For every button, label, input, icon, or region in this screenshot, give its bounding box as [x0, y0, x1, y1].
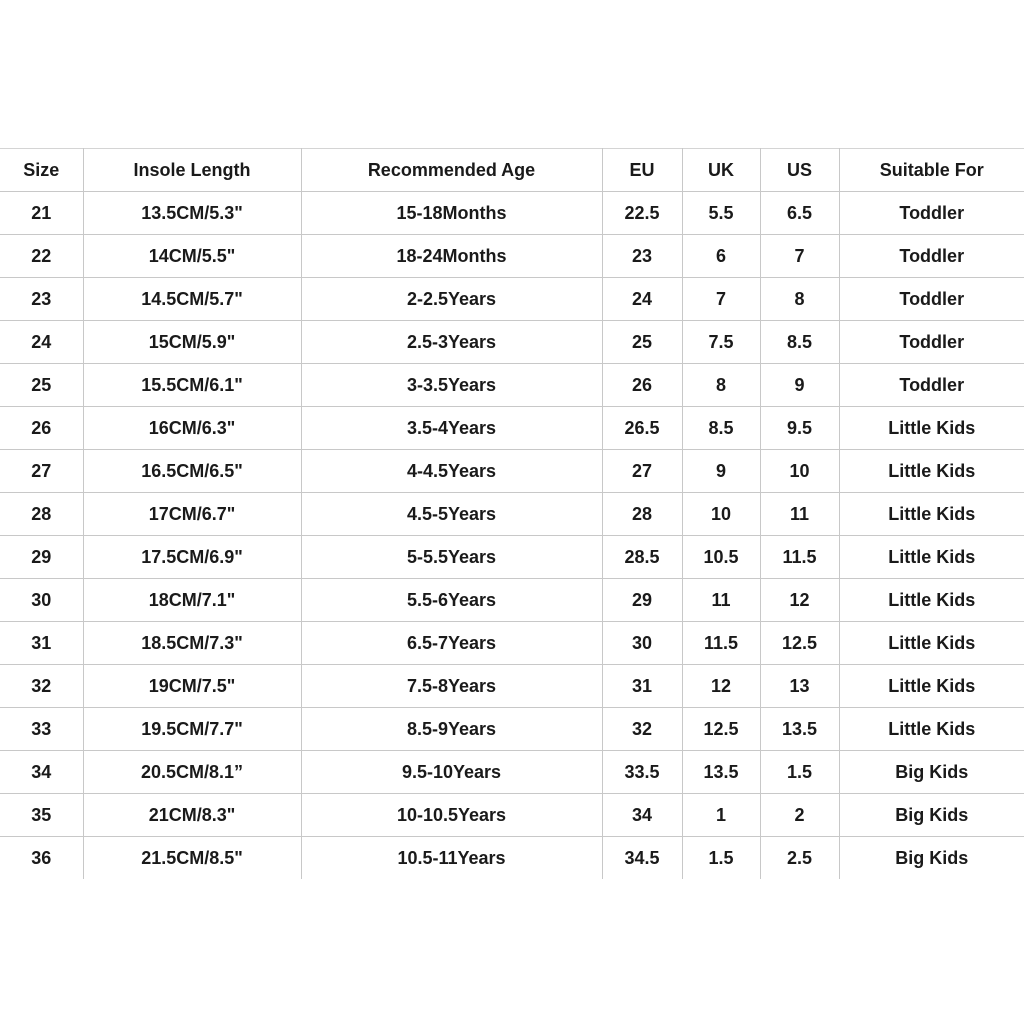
cell-insole-length: 18.5CM/7.3" — [83, 622, 301, 665]
cell-us: 9.5 — [760, 407, 839, 450]
cell-uk: 7 — [682, 278, 760, 321]
cell-us: 9 — [760, 364, 839, 407]
cell-suitable-for: Big Kids — [839, 794, 1024, 837]
cell-size: 25 — [0, 364, 83, 407]
table-row — [0, 450, 1024, 493]
cell-size: 32 — [0, 665, 83, 708]
cell-uk: 10.5 — [682, 536, 760, 579]
cell-us: 7 — [760, 235, 839, 278]
cell-suitable-for: Toddler — [839, 364, 1024, 407]
cell-suitable-for: Little Kids — [839, 579, 1024, 622]
cell-suitable-for: Little Kids — [839, 493, 1024, 536]
cell-us: 13.5 — [760, 708, 839, 751]
cell-insole-length: 19CM/7.5" — [83, 665, 301, 708]
cell-uk: 12.5 — [682, 708, 760, 751]
cell-uk: 12 — [682, 665, 760, 708]
table-header — [0, 149, 1024, 192]
cell-size: 36 — [0, 837, 83, 880]
cell-size: 23 — [0, 278, 83, 321]
table-row — [0, 321, 1024, 364]
cell-uk: 8.5 — [682, 407, 760, 450]
cell-uk: 9 — [682, 450, 760, 493]
cell-recommended-age: 2.5-3Years — [301, 321, 602, 364]
header-uk: UK — [682, 149, 760, 192]
cell-insole-length: 21.5CM/8.5" — [83, 837, 301, 880]
cell-size: 33 — [0, 708, 83, 751]
cell-recommended-age: 7.5-8Years — [301, 665, 602, 708]
cell-recommended-age: 4-4.5Years — [301, 450, 602, 493]
cell-suitable-for: Toddler — [839, 278, 1024, 321]
header-insole-length: Insole Length — [83, 149, 301, 192]
cell-recommended-age: 6.5-7Years — [301, 622, 602, 665]
cell-suitable-for: Toddler — [839, 321, 1024, 364]
cell-size: 21 — [0, 192, 83, 235]
cell-recommended-age: 10-10.5Years — [301, 794, 602, 837]
cell-eu: 25 — [602, 321, 682, 364]
cell-recommended-age: 3.5-4Years — [301, 407, 602, 450]
cell-insole-length: 16CM/6.3" — [83, 407, 301, 450]
cell-us: 13 — [760, 665, 839, 708]
table-row — [0, 837, 1024, 880]
cell-insole-length: 19.5CM/7.7" — [83, 708, 301, 751]
cell-suitable-for: Toddler — [839, 192, 1024, 235]
cell-size: 26 — [0, 407, 83, 450]
cell-eu: 27 — [602, 450, 682, 493]
cell-insole-length: 15CM/5.9" — [83, 321, 301, 364]
cell-us: 8 — [760, 278, 839, 321]
cell-size: 29 — [0, 536, 83, 579]
cell-eu: 33.5 — [602, 751, 682, 794]
cell-uk: 8 — [682, 364, 760, 407]
cell-eu: 26 — [602, 364, 682, 407]
table-row — [0, 235, 1024, 278]
cell-us: 10 — [760, 450, 839, 493]
cell-us: 1.5 — [760, 751, 839, 794]
cell-size: 30 — [0, 579, 83, 622]
cell-eu: 28.5 — [602, 536, 682, 579]
cell-us: 12.5 — [760, 622, 839, 665]
cell-suitable-for: Big Kids — [839, 751, 1024, 794]
table-row — [0, 278, 1024, 321]
cell-eu: 29 — [602, 579, 682, 622]
cell-recommended-age: 18-24Months — [301, 235, 602, 278]
cell-us: 2.5 — [760, 837, 839, 880]
cell-us: 11 — [760, 493, 839, 536]
cell-recommended-age: 5-5.5Years — [301, 536, 602, 579]
header-size: Size — [0, 149, 83, 192]
cell-size: 22 — [0, 235, 83, 278]
cell-recommended-age: 3-3.5Years — [301, 364, 602, 407]
cell-insole-length: 16.5CM/6.5" — [83, 450, 301, 493]
cell-recommended-age: 5.5-6Years — [301, 579, 602, 622]
cell-insole-length: 14.5CM/5.7" — [83, 278, 301, 321]
cell-us: 2 — [760, 794, 839, 837]
cell-recommended-age: 2-2.5Years — [301, 278, 602, 321]
cell-insole-length: 17CM/6.7" — [83, 493, 301, 536]
table-body — [0, 192, 1024, 880]
cell-uk: 6 — [682, 235, 760, 278]
cell-eu: 28 — [602, 493, 682, 536]
cell-eu: 30 — [602, 622, 682, 665]
cell-insole-length: 15.5CM/6.1" — [83, 364, 301, 407]
cell-eu: 31 — [602, 665, 682, 708]
cell-size: 31 — [0, 622, 83, 665]
cell-eu: 23 — [602, 235, 682, 278]
cell-suitable-for: Little Kids — [839, 407, 1024, 450]
cell-insole-length: 14CM/5.5" — [83, 235, 301, 278]
table-row — [0, 794, 1024, 837]
cell-us: 6.5 — [760, 192, 839, 235]
cell-suitable-for: Little Kids — [839, 708, 1024, 751]
cell-uk: 13.5 — [682, 751, 760, 794]
cell-size: 27 — [0, 450, 83, 493]
cell-insole-length: 18CM/7.1" — [83, 579, 301, 622]
cell-suitable-for: Little Kids — [839, 536, 1024, 579]
cell-eu: 26.5 — [602, 407, 682, 450]
cell-suitable-for: Little Kids — [839, 665, 1024, 708]
cell-us: 12 — [760, 579, 839, 622]
cell-insole-length: 13.5CM/5.3" — [83, 192, 301, 235]
table-row — [0, 493, 1024, 536]
cell-eu: 32 — [602, 708, 682, 751]
cell-uk: 10 — [682, 493, 760, 536]
size-chart-table — [0, 148, 1024, 879]
cell-insole-length: 20.5CM/8.1” — [83, 751, 301, 794]
table-row — [0, 192, 1024, 235]
cell-eu: 24 — [602, 278, 682, 321]
header-eu: EU — [602, 149, 682, 192]
cell-us: 11.5 — [760, 536, 839, 579]
cell-recommended-age: 4.5-5Years — [301, 493, 602, 536]
cell-uk: 1.5 — [682, 837, 760, 880]
cell-recommended-age: 15-18Months — [301, 192, 602, 235]
cell-insole-length: 21CM/8.3" — [83, 794, 301, 837]
header-us: US — [760, 149, 839, 192]
table-row — [0, 579, 1024, 622]
cell-eu: 34 — [602, 794, 682, 837]
table-row — [0, 407, 1024, 450]
cell-recommended-age: 10.5-11Years — [301, 837, 602, 880]
table-row — [0, 751, 1024, 794]
header-recommended-age: Recommended Age — [301, 149, 602, 192]
cell-suitable-for: Little Kids — [839, 450, 1024, 493]
cell-eu: 34.5 — [602, 837, 682, 880]
table-row — [0, 665, 1024, 708]
cell-uk: 1 — [682, 794, 760, 837]
cell-recommended-age: 8.5-9Years — [301, 708, 602, 751]
header-suitable-for: Suitable For — [839, 149, 1024, 192]
cell-size: 34 — [0, 751, 83, 794]
cell-insole-length: 17.5CM/6.9" — [83, 536, 301, 579]
cell-size: 35 — [0, 794, 83, 837]
table-row — [0, 364, 1024, 407]
cell-suitable-for: Big Kids — [895, 847, 969, 868]
header-row — [0, 149, 1024, 192]
table-row — [0, 536, 1024, 579]
cell-suitable-for: Toddler — [839, 235, 1024, 278]
cell-size: 24 — [0, 321, 83, 364]
cell-size: 28 — [0, 493, 83, 536]
cell-uk: 7.5 — [682, 321, 760, 364]
cell-uk: 11 — [682, 579, 760, 622]
table-row — [0, 622, 1024, 665]
cell-uk: 11.5 — [682, 622, 760, 665]
cell-recommended-age: 9.5-10Years — [301, 751, 602, 794]
cell-suitable-for: Little Kids — [839, 622, 1024, 665]
cell-us: 8.5 — [760, 321, 839, 364]
cell-uk: 5.5 — [682, 192, 760, 235]
cell-eu: 22.5 — [602, 192, 682, 235]
table-row — [0, 708, 1024, 751]
